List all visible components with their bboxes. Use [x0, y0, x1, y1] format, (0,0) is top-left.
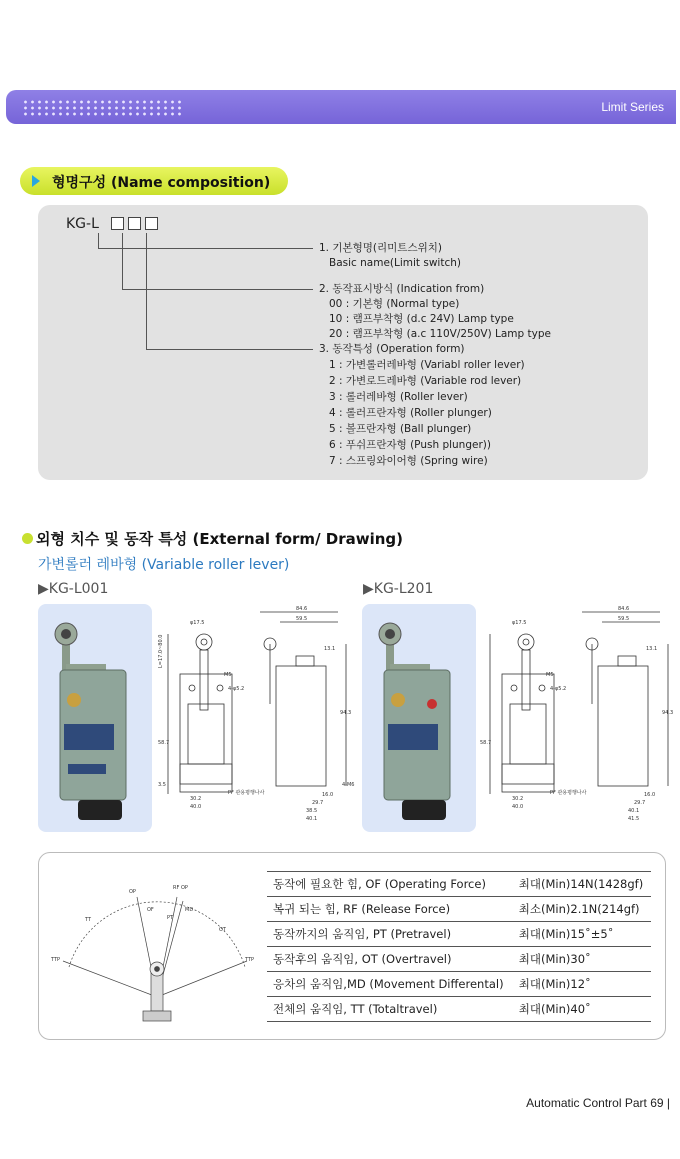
dim-label: 40.0 [190, 804, 202, 810]
dim-label: 3.5 [158, 782, 166, 788]
spec-row [267, 947, 651, 972]
item-1-title: 1. 기본형명(리미트스위치) [319, 242, 442, 254]
item-3-line: 7 : 스프링와이어형 (Spring wire) [329, 455, 488, 467]
tree-line [98, 248, 313, 249]
spec-value: 최대(Min)15˚±5˚ [513, 922, 651, 947]
dim-label: L=17.0~80.0 [158, 634, 164, 668]
spec-row [267, 972, 651, 997]
item-3-line: 6 : 푸쉬프란자형 (Push plunger)) [329, 439, 491, 451]
dim-label: M5 [224, 672, 232, 678]
operating-characteristics-box [38, 852, 666, 1040]
angle-label: TTP [51, 957, 61, 963]
tree-line [98, 233, 99, 248]
dim-label: 41.5 [628, 816, 640, 822]
item-3-line: 1 : 가변롤러레바형 (Variabl roller lever) [329, 359, 525, 371]
drawing-front-l001 [158, 604, 265, 838]
dim-label: 13.1 [324, 646, 336, 652]
dim-label: 30.2 [512, 796, 524, 802]
spec-row [267, 997, 651, 1022]
model-kg-l001: ▶KG-L001 [38, 581, 109, 597]
code-box-3 [145, 217, 158, 230]
spec-value: 최소(Min)2.1N(214gf) [513, 897, 651, 922]
name-composition-heading [20, 167, 288, 195]
angle-label: OT [219, 927, 226, 933]
dim-label: 40.0 [512, 804, 524, 810]
spec-table [267, 871, 651, 1022]
dim-label: φ17.5 [512, 620, 527, 626]
header-banner [6, 90, 676, 124]
dim-label: 84.6 [618, 606, 630, 612]
model-prefix: KG-L [66, 216, 99, 232]
spec-value: 최대(Min)40˚ [513, 997, 651, 1022]
spec-label: 동작후의 움직임, OT (Overtravel) [267, 947, 513, 972]
bullet-dot-icon [22, 533, 33, 544]
code-box-1 [111, 217, 124, 230]
tree-line [146, 349, 313, 350]
dim-label: 29.7 [312, 800, 324, 806]
dim-label: 94.3 [340, 710, 352, 716]
angle-label: TT [85, 917, 92, 923]
spec-label: 동작까지의 움직임, PT (Pretravel) [267, 922, 513, 947]
external-form-title: 외형 치수 및 동작 특성 (External form/ Drawing) [36, 530, 404, 548]
spec-value: 최대(Min)14N(1428gf) [513, 872, 651, 897]
item-3-line: 2 : 가변로드레바형 (Variable rod lever) [329, 375, 522, 387]
triangle-icon [32, 175, 40, 187]
dim-label: 4-M6 [342, 782, 355, 788]
drawing-side-l001 [256, 604, 356, 838]
item-3-line: 5 : 볼프란자형 (Ball plunger) [329, 423, 472, 435]
dim-label: 58.7 [158, 740, 170, 746]
drawing-front-l201 [480, 604, 587, 838]
spec-row [267, 922, 651, 947]
drawing-side-l201 [578, 604, 678, 838]
spec-label: 응차의 움직임,MD (Movement Differental) [267, 972, 513, 997]
dim-label: 16.0 [322, 792, 334, 798]
dim-label: 29.7 [634, 800, 646, 806]
item-3-title: 3. 동작특성 (Operation form) [319, 343, 465, 355]
spec-row [267, 897, 651, 922]
item-3-line: 4 : 롤러프란자형 (Roller plunger) [329, 407, 492, 419]
angle-label: PT [167, 915, 174, 921]
dim-label: 13.1 [646, 646, 658, 652]
dim-label: 38.5 [306, 808, 318, 814]
section-title: 형명구성 (Name composition) [52, 175, 271, 191]
series-label: Limit Series [601, 100, 664, 114]
model-kg-l201: ▶KG-L201 [363, 581, 434, 597]
dim-label: 59.5 [296, 616, 308, 622]
dim-label: 30.2 [190, 796, 202, 802]
spec-row [267, 872, 651, 897]
angle-label: OF [147, 907, 154, 913]
tree-line [122, 289, 313, 290]
spec-value: 최대(Min)12˚ [513, 972, 651, 997]
dim-label: 4-φ5.2 [228, 686, 245, 692]
tree-line [146, 233, 147, 349]
product-photo-l201 [362, 604, 476, 832]
dim-label: PF 관용평행나사 [228, 790, 265, 796]
item-1-line: Basic name(Limit switch) [329, 257, 461, 269]
dim-label: 59.5 [618, 616, 630, 622]
spec-label: 복귀 되는 힘, RF (Release Force) [267, 897, 513, 922]
dim-label: M5 [546, 672, 554, 678]
variable-roller-subheading: 가변롤러 레바형 (Variable roller lever) [38, 557, 290, 573]
spec-label: 전체의 움직임, TT (Totaltravel) [267, 997, 513, 1022]
dim-label: 40.1 [306, 816, 318, 822]
spec-value: 최대(Min)30˚ [513, 947, 651, 972]
angle-label: TTP [245, 957, 255, 963]
dim-label: φ17.5 [190, 620, 205, 626]
dot-pattern [22, 99, 182, 117]
limit-switch-illustration [38, 604, 152, 832]
dim-label: 58.7 [480, 740, 492, 746]
code-box-2 [128, 217, 141, 230]
item-2-line: 10 : 램프부착형 (d.c 24V) Lamp type [329, 313, 514, 325]
dim-label: 16.0 [644, 792, 656, 798]
name-composition-box [38, 205, 648, 480]
spec-label: 동작에 필요한 힘, OF (Operating Force) [267, 872, 513, 897]
dim-label: 4-φ5.2 [550, 686, 567, 692]
page-footer: Automatic Control Part 69 | [526, 1096, 670, 1110]
item-2-line: 00 : 기본형 (Normal type) [329, 298, 460, 310]
angle-label: OP [129, 889, 136, 895]
angle-label: RF OP [173, 885, 188, 891]
tree-line [122, 233, 123, 289]
dim-label: 94.3 [662, 710, 674, 716]
dim-label: 40.1 [628, 808, 640, 814]
limit-switch-illustration [362, 604, 476, 832]
item-2-title: 2. 동작표시방식 (Indication from) [319, 283, 485, 295]
external-form-heading [22, 528, 403, 549]
product-photo-l001 [38, 604, 152, 832]
travel-angle-diagram [49, 877, 259, 1027]
item-3-line: 3 : 롤러레바형 (Roller lever) [329, 391, 468, 403]
dim-label: PF 관용평행나사 [550, 790, 587, 796]
dim-label: 84.6 [296, 606, 308, 612]
item-2-line: 20 : 램프부착형 (a.c 110V/250V) Lamp type [329, 328, 551, 340]
angle-label: MD [185, 907, 194, 913]
